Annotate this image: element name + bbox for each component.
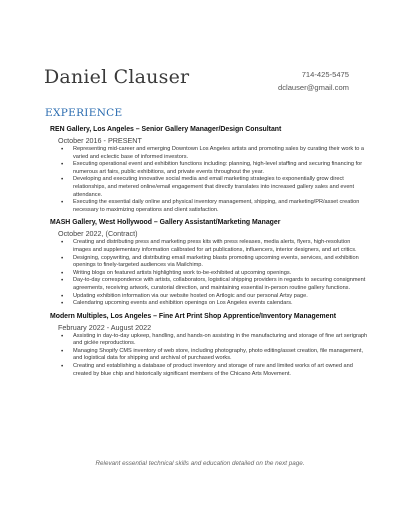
job-bullet: • Calendaring upcoming events and exhibition openings on Los Angeles events calendars. (73, 300, 368, 308)
job-bullet: • Designing, copywriting, and distributing email marketing blasts promoting upcoming events, services, and exhibition openings to finely-targeted audiences via Mailchimp. (73, 255, 368, 270)
job-bullet-list (50, 239, 368, 307)
footer-note: Relevant essential technical skills and education detailed on the next page. (95, 460, 305, 467)
applicant-name: Daniel Clauser (44, 66, 190, 88)
job-bullet: • Creating and distributing press and marketing press kits with press releases, media alerts, flyers, high-resolution images and supplementary information calibrated for art publications, influencers, interior designers, and art critics. (73, 239, 368, 254)
job-bullet: • Executing operational event and exhibition functions including: planning, high-level staffing and securing financing for numerous art fairs, public exhibitions, and private events throughout the year. (73, 161, 368, 176)
phone-number: 714-425-5475 (301, 70, 349, 79)
job-bullet: • Updating exhibition information via our website hosted on Artlogic and our personal Artsy page. (73, 293, 368, 301)
job-bullet: • Assisting in day-to-day upkeep, handling, and hands-on assisting in the manufacturing and storage of fine art serigraph and giclée reproductions. (73, 333, 368, 348)
job-dates: February 2022 - August 2022 (58, 322, 152, 332)
job-bullet: • Writing blogs on featured artists highlighting work to-be-exhibited at upcoming openings. (73, 270, 368, 278)
email-address: dclauser@gmail.com (277, 83, 349, 92)
job-entry (50, 218, 368, 307)
job-dates: October 2022, (Contract) (58, 229, 138, 239)
job-bullet: • Day-to-day correspondence with artists, collaborators, logistical shipping providers in regards to securing consignment agreements, receiving artwork, curatorial direction, and maintaining essential in-person routine gallery functions. (73, 277, 368, 292)
job-bullet: • Managing Shopify CMS inventory of web store, including photography, photo editing/asset creation, file management, and logistical data for shipping and archival of purchased works. (73, 348, 368, 363)
job-bullet-list (50, 333, 368, 379)
contact-block (278, 68, 349, 94)
job-entry (50, 125, 368, 214)
job-dates: October 2016 - PRESENT (58, 136, 142, 145)
experience-heading: EXPERIENCE (45, 107, 123, 119)
job-title: REN Gallery, Los Angeles – Senior Gallery Manager/Design Consultant (50, 126, 282, 133)
job-title: MASH Gallery, West Hollywood – Gallery Assistant/Marketing Manager (50, 219, 281, 227)
experience-list (50, 125, 368, 382)
job-bullet: • Developing and executing innovative social media and email marketing strategies to exponentially grow direct relationships, and metered online/email engagement that directly translates into increased gallery sales and event attendance. (73, 176, 368, 199)
job-bullet: • Representing mid-career and emerging Downtown Los Angeles artists and promoting sales by curating their work to a varied and eclectic base of informed investors. (73, 146, 368, 161)
job-entry (50, 312, 368, 379)
job-bullet: • Executing the essential daily online and physical inventory management, shipping, and marketing/PR/asset creation necessary to maximizing operations and client satisfaction. (73, 199, 368, 214)
job-title: Modern Multiples, Los Angeles – Fine Art Print Shop Apprentice/Inventory Management (50, 312, 336, 320)
job-bullet-list (50, 146, 368, 214)
job-bullet: • Creating and establishing a database of product inventory and storage of rare and limited works of art owned and created by blue chip and historically significant members of the Chicano Arts Movement. (73, 363, 368, 378)
